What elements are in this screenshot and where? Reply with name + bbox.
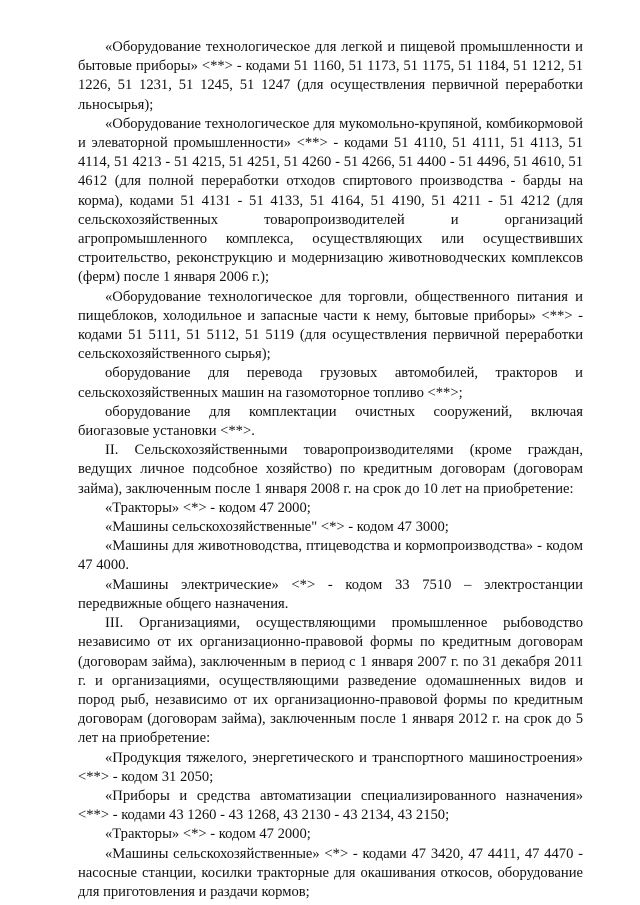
paragraph: оборудование для комплектации очистных сооружений, включая биогазовые установки <**>.: [78, 403, 583, 440]
paragraph: «Приборы и средства автоматизации специализированного назначения» <**> - кодами 43 1260 - 43 1268, 43 2130 - 43 2134, 43 2150;: [78, 787, 583, 824]
paragraph: «Оборудование технологическое для торговли, общественного питания и пищеблоков, холодильное и запасные части к нему, бытовые приборы» <**> - кодами 51 5111, 51 5112, 51 5119 (для осуществления первичной переработки сельскохозяйственного сырья);: [78, 288, 583, 363]
paragraph: «Тракторы» <*> - кодом 47 2000;: [105, 499, 311, 516]
paragraph: «Оборудование технологическое для мукомольно-крупяной, комбикормовой и элеваторной промышленности» <**> - кодами 51 4110, 51 4111, 51 4113, 51 4114, 51 4213 - 51 4215, 51 4251, 51 4260 - 51 4266, 51 4400 - 51 4496, 51 4610, 51 4612 (для полной переработки отходов спиртового производства - барды на корма), кодами 51 4131 - 51 4133, 51 4164, 51 4190, 51 4211 - 51 4212 (для сельскохозяйственных товаропроизводителей и организаций агропромышленного комплекса, осуществляющих или осуществивших строительство, реконструкцию и модернизацию животноводческих комплексов (ферм) после 1 января 2006 г.);: [78, 115, 583, 286]
paragraph: «Машины электрические» <*> - кодом 33 7510 – электростанции передвижные общего назначения.: [78, 576, 583, 612]
paragraph: «Машины для животноводства, птицеводства и кормопроизводства» - кодом 47 4000.: [78, 538, 583, 574]
paragraph: оборудование для перевода грузовых автомобилей, тракторов и сельскохозяйственных машин на газомоторное топливо <**>;: [78, 365, 583, 401]
section-heading-paragraph: III. Организациями, осуществляющими промышленное рыбоводство независимо от их организационно-правовой формы по кредитным договорам (договорам займа), заключенным в период с 1 января 2007 г. по 31 декабря 2011 г. и организациями, осуществляющими разведение одомашненных видов и пород рыб, независимо от их организационно-правовой формы по кредитным договорам (договорам займа), заключенным после 1 января 2012 г. на срок до 5 лет на приобретение:: [78, 615, 583, 747]
paragraph: «Машины сельскохозяйственные" <*> - кодом 47 3000;: [105, 519, 449, 536]
document-body: [78, 38, 583, 902]
paragraph: «Тракторы» <*> - кодом 47 2000;: [105, 826, 311, 843]
paragraph: «Оборудование технологическое для легкой и пищевой промышленности и бытовые приборы» <**> - кодами 51 1160, 51 1173, 51 1175, 51 1184, 51 1212, 51 1226, 51 1231, 51 1245, 51 1247 (для осуществления первичной переработки льносырья);: [78, 39, 583, 113]
section-heading-paragraph: II. Сельскохозяйственными товаропроизводителями (кроме граждан, ведущих личное подсобное хозяйство) по кредитным договорам (договорам займа), заключенным после 1 января 2008 г. на срок до 10 лет на приобретение:: [78, 442, 583, 497]
paragraph: «Машины сельскохозяйственные» <*> - кодами 47 3420, 47 4411, 47 4470 - насосные станции, косилки тракторные для окашивания откосов, оборудование для приготовления и раздачи кормов;: [78, 845, 583, 900]
paragraph: «Продукция тяжелого, энергетического и транспортного машиностроения» <**> - кодом 31 2050;: [78, 749, 583, 785]
